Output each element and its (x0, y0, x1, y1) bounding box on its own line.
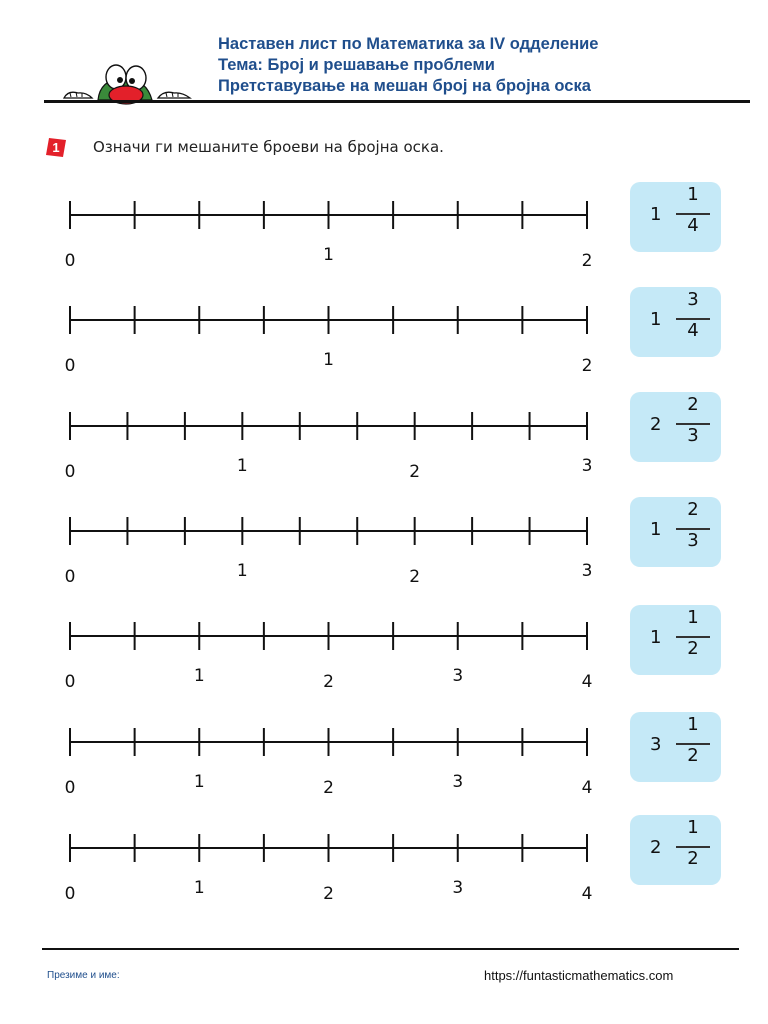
title-line-lesson: Претставување на мешан број на бројна оска (218, 77, 591, 95)
task-instruction: Означи ги мешаните броеви на бројна оска. (93, 138, 444, 156)
mixed-number-card (630, 182, 721, 252)
number-line[interactable] (65, 412, 593, 482)
student-name-label: Презиме и име: (47, 970, 120, 981)
number-line-label: 0 (64, 567, 76, 587)
number-line-label: 3 (452, 878, 464, 898)
title-line-subject: Наставен лист по Математика за IV одделение (218, 35, 599, 53)
number-line[interactable] (65, 728, 593, 798)
mixed-number-card (630, 497, 721, 567)
number-line-label: 1 (193, 772, 205, 792)
mixed-number-numerator: 2 (687, 394, 699, 415)
title-line-topic: Тема: Број и решавање проблеми (218, 56, 495, 74)
mixed-number-denominator: 2 (687, 638, 699, 659)
number-line-label: 0 (64, 884, 76, 904)
number-line-label: 1 (193, 666, 205, 686)
mixed-number-whole: 2 (650, 414, 662, 435)
mixed-number-whole: 1 (650, 309, 662, 330)
mixed-number-whole: 1 (650, 204, 662, 225)
mixed-number-numerator: 1 (687, 714, 699, 735)
number-line[interactable] (65, 517, 593, 587)
mixed-number-denominator: 3 (687, 530, 699, 551)
number-line-label: 1 (236, 456, 248, 476)
number-line-label: 2 (323, 778, 334, 798)
task-number: 1 (52, 140, 60, 155)
number-line-label: 1 (193, 878, 205, 898)
number-line[interactable] (65, 201, 593, 271)
mixed-number-denominator: 4 (687, 320, 699, 341)
mixed-number-card (630, 392, 721, 462)
mixed-number-card (630, 815, 721, 885)
mixed-number-numerator: 1 (687, 607, 699, 628)
website-url: https://funtasticmathematics.com (484, 968, 674, 983)
mixed-number-card (630, 605, 721, 675)
number-line-label: 2 (581, 251, 593, 271)
number-line-label: 3 (581, 561, 593, 581)
mixed-number-numerator: 1 (687, 184, 699, 205)
footer-divider (42, 948, 739, 950)
number-line-label: 1 (323, 245, 334, 265)
number-line-label: 0 (64, 462, 76, 482)
mixed-number-numerator: 3 (687, 289, 699, 310)
number-line[interactable] (65, 834, 593, 904)
number-line-label: 3 (581, 456, 593, 476)
number-line-label: 2 (409, 567, 421, 587)
number-line-label: 3 (452, 772, 464, 792)
number-line-label: 0 (64, 356, 76, 376)
mixed-number-numerator: 2 (687, 499, 699, 520)
number-line-label: 2 (581, 356, 593, 376)
number-line-label: 2 (409, 462, 421, 482)
mixed-number-whole: 3 (650, 734, 662, 755)
mixed-number-denominator: 3 (687, 425, 699, 446)
mixed-number-whole: 1 (650, 627, 662, 648)
number-line-label: 4 (581, 672, 593, 692)
number-line-label: 2 (323, 672, 334, 692)
mixed-number-numerator: 1 (687, 817, 699, 838)
mixed-number-card (630, 712, 721, 782)
mixed-number-whole: 2 (650, 837, 662, 858)
mixed-number-card (630, 287, 721, 357)
number-line-label: 1 (236, 561, 248, 581)
number-line-label: 0 (64, 251, 76, 271)
mixed-number-denominator: 2 (687, 745, 699, 766)
number-line[interactable] (65, 306, 593, 376)
number-line-label: 2 (323, 884, 334, 904)
number-line-label: 1 (323, 350, 334, 370)
number-line-label: 0 (64, 778, 76, 798)
mixed-number-whole: 1 (650, 519, 662, 540)
number-line-label: 4 (581, 884, 593, 904)
number-line-label: 4 (581, 778, 593, 798)
number-line-label: 3 (452, 666, 464, 686)
number-line[interactable] (65, 622, 593, 692)
number-line-label: 0 (64, 672, 76, 692)
mixed-number-denominator: 4 (687, 215, 699, 236)
mixed-number-denominator: 2 (687, 848, 699, 869)
